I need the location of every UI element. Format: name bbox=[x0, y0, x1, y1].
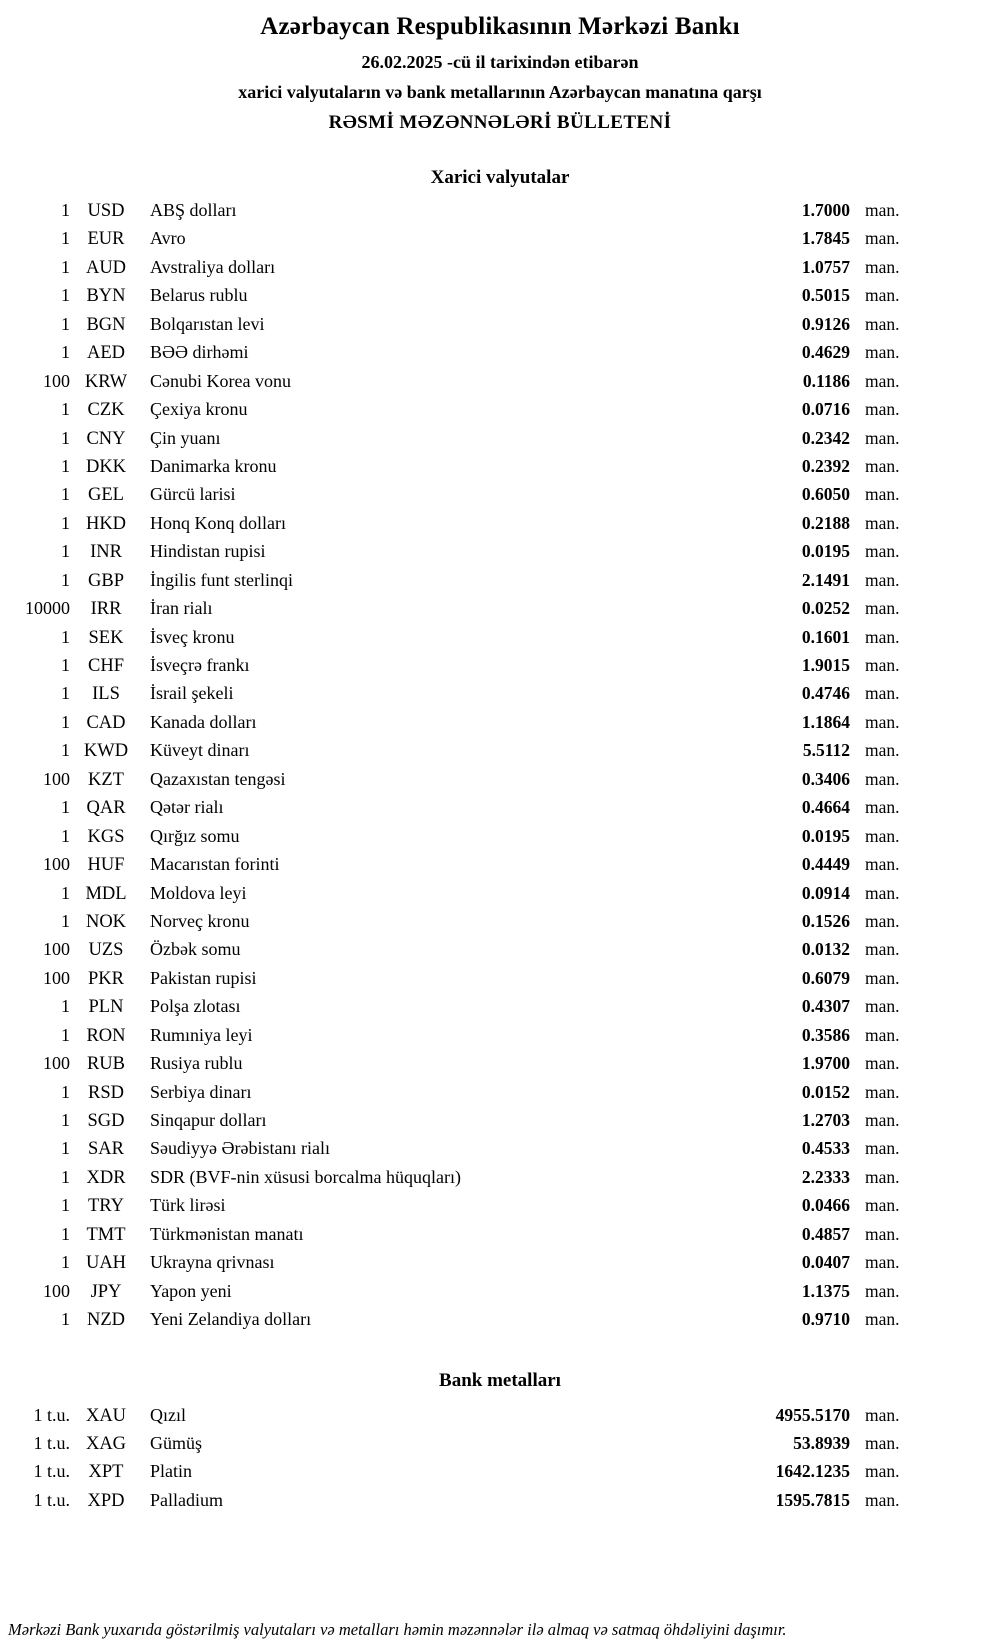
currency-name: Sinqapur dolları bbox=[150, 1110, 267, 1130]
quantity: 1 bbox=[61, 256, 70, 277]
currency-name: İran rialı bbox=[150, 598, 213, 619]
currency-code: KWD bbox=[83, 741, 129, 762]
quantity: 1 bbox=[61, 342, 70, 363]
unit-label: man. bbox=[865, 484, 900, 505]
currency-name: Gürcü larisi bbox=[150, 484, 236, 505]
currency-code: CZK bbox=[87, 400, 125, 421]
quantity: 100 bbox=[43, 854, 70, 875]
unit-label: man. bbox=[865, 370, 900, 391]
unit-label: man. bbox=[865, 1404, 900, 1425]
currency-name: Danimarka kronu bbox=[150, 455, 277, 476]
quantity: 1 bbox=[61, 1024, 70, 1045]
section-title-currencies: Xarici valyutalar bbox=[430, 167, 570, 188]
unit-label: man. bbox=[865, 1110, 900, 1130]
rate-value: 1.1375 bbox=[801, 1280, 850, 1301]
table-row bbox=[0, 1191, 910, 1219]
table-row bbox=[0, 623, 910, 651]
quantity: 1 bbox=[61, 1166, 70, 1187]
quantity: 100 bbox=[43, 1280, 70, 1301]
table-row bbox=[0, 1457, 910, 1485]
page-title: Azərbaycan Respublikasının Mərkəzi Bankı bbox=[260, 13, 740, 40]
rate-value: 1.9015 bbox=[801, 655, 850, 675]
unit-label: man. bbox=[865, 1081, 900, 1102]
table-row bbox=[0, 1220, 910, 1248]
unit-label: man. bbox=[865, 1024, 900, 1045]
quantity: 1 bbox=[61, 740, 70, 761]
currency-code: AED bbox=[86, 343, 126, 364]
unit-label: man. bbox=[865, 1432, 900, 1453]
currency-name: Bolqarıstan levi bbox=[150, 313, 265, 334]
currency-name: Avstraliya dolları bbox=[150, 256, 276, 277]
table-row bbox=[0, 1401, 910, 1429]
currency-code: DKK bbox=[85, 456, 127, 477]
table-row bbox=[0, 907, 910, 935]
currency-code: GBP bbox=[88, 570, 124, 591]
currency-name: Serbiya dinarı bbox=[150, 1081, 252, 1102]
table-row bbox=[0, 793, 910, 821]
unit-label: man. bbox=[865, 399, 900, 420]
rate-value: 1642.1235 bbox=[775, 1461, 850, 1482]
currency-code: RSD bbox=[88, 1082, 124, 1103]
currency-code: XAU bbox=[85, 1405, 127, 1426]
rate-value: 2.2333 bbox=[801, 1166, 850, 1187]
currency-name: Pakistan rupisi bbox=[150, 967, 257, 988]
currency-code: HKD bbox=[85, 513, 127, 534]
rate-value: 0.0132 bbox=[801, 939, 850, 960]
rate-value: 0.6079 bbox=[801, 967, 850, 988]
unit-label: man. bbox=[865, 200, 900, 220]
rate-value: 0.3406 bbox=[801, 768, 850, 789]
currency-code: PKR bbox=[88, 968, 124, 989]
currency-name: SDR (BVF-nin xüsusi borcalma hüquqları) bbox=[150, 1166, 461, 1187]
quantity: 1 bbox=[61, 1223, 70, 1244]
currency-code: KGS bbox=[87, 826, 125, 847]
rate-value: 1595.7815 bbox=[775, 1489, 850, 1510]
rate-value: 0.0716 bbox=[801, 399, 850, 420]
table-row bbox=[0, 736, 910, 764]
currency-name: BƏƏ dirhəmi bbox=[150, 342, 249, 363]
unit-label: man. bbox=[865, 683, 900, 704]
table-row bbox=[0, 765, 910, 793]
table-row bbox=[0, 1248, 910, 1276]
rate-value: 0.6050 bbox=[801, 484, 850, 505]
quantity: 1 t.u. bbox=[33, 1432, 70, 1453]
unit-label: man. bbox=[865, 655, 900, 675]
currency-code: KRW bbox=[84, 371, 128, 392]
unit-label: man. bbox=[865, 768, 900, 789]
unit-label: man. bbox=[865, 1053, 900, 1074]
quantity: 1 bbox=[61, 285, 70, 306]
currency-code: XDR bbox=[86, 1167, 126, 1188]
rate-value: 0.2342 bbox=[801, 427, 850, 448]
table-row bbox=[0, 253, 910, 281]
table-row bbox=[0, 509, 910, 537]
subtitle-line: xarici valyutaların və bank metallarının Azərbaycan manatına qarşı bbox=[238, 82, 762, 102]
table-row bbox=[0, 367, 910, 395]
footer-note: Mərkəzi Bank yuxarıda göstərilmiş valyutaları və metalları həmin məzənnələr ilə almaq və satmaq öhdəliyini daşımır. bbox=[8, 1620, 787, 1639]
date-line: 26.02.2025 -cü il tarixindən etibarən bbox=[361, 52, 639, 72]
quantity: 1 bbox=[61, 399, 70, 420]
unit-label: man. bbox=[865, 1489, 900, 1510]
table-row bbox=[0, 566, 910, 594]
quantity: 1 bbox=[61, 825, 70, 846]
unit-label: man. bbox=[865, 1280, 900, 1301]
rate-value: 0.4629 bbox=[801, 342, 850, 363]
currency-code: GEL bbox=[88, 485, 124, 506]
unit-label: man. bbox=[865, 910, 900, 931]
rate-value: 2.1491 bbox=[801, 569, 850, 590]
table-row bbox=[0, 651, 910, 679]
unit-label: man. bbox=[865, 825, 900, 846]
table-row bbox=[0, 1021, 910, 1049]
unit-label: man. bbox=[865, 1309, 900, 1330]
rate-value: 5.5112 bbox=[802, 740, 850, 761]
table-row bbox=[0, 1163, 910, 1191]
rate-value: 1.0757 bbox=[801, 256, 850, 277]
currency-name: Cənubi Korea vonu bbox=[150, 370, 291, 391]
rate-value: 1.1864 bbox=[801, 711, 850, 732]
currency-code: RUB bbox=[86, 1054, 126, 1075]
table-row bbox=[0, 1134, 910, 1162]
rate-value: 0.2188 bbox=[801, 512, 850, 533]
currency-name: Belarus rublu bbox=[150, 285, 248, 306]
quantity: 100 bbox=[43, 768, 70, 789]
table-row bbox=[0, 196, 910, 224]
table-row bbox=[0, 992, 910, 1020]
quantity: 1 bbox=[61, 455, 70, 476]
currency-code: UAH bbox=[85, 1253, 127, 1274]
currency-name: Platin bbox=[150, 1461, 193, 1482]
unit-label: man. bbox=[865, 882, 900, 903]
currency-name: Moldova leyi bbox=[150, 882, 247, 903]
rate-value: 0.0914 bbox=[801, 882, 850, 903]
rate-value: 1.7000 bbox=[801, 200, 850, 220]
currency-name: Rumıniya leyi bbox=[150, 1024, 253, 1045]
unit-label: man. bbox=[865, 427, 900, 448]
currency-name: Polşa zlotası bbox=[150, 996, 241, 1017]
unit-label: man. bbox=[865, 996, 900, 1017]
rate-value: 0.4664 bbox=[801, 797, 850, 818]
currency-name: ABŞ dolları bbox=[150, 200, 237, 220]
unit-label: man. bbox=[865, 541, 900, 562]
rate-value: 0.1186 bbox=[802, 370, 850, 391]
rate-value: 4955.5170 bbox=[775, 1404, 850, 1425]
table-row bbox=[0, 1277, 910, 1305]
currency-name: İsrail şekeli bbox=[150, 683, 234, 704]
quantity: 100 bbox=[43, 967, 70, 988]
quantity: 1 bbox=[61, 200, 70, 220]
table-row bbox=[0, 850, 910, 878]
currency-name: Honq Konq dolları bbox=[150, 512, 286, 533]
currency-name: Gümüş bbox=[150, 1432, 203, 1453]
currency-code: SEK bbox=[88, 627, 124, 648]
rate-value: 0.1601 bbox=[801, 626, 850, 647]
table-row bbox=[0, 594, 910, 622]
unit-label: man. bbox=[865, 711, 900, 732]
bulletin-title: RƏSMİ MƏZƏNNƏLƏRİ BÜLLETENİ bbox=[328, 112, 672, 133]
currency-code: JPY bbox=[90, 1281, 122, 1302]
rate-value: 0.4449 bbox=[801, 854, 850, 875]
quantity: 1 bbox=[61, 1138, 70, 1159]
rate-value: 0.4533 bbox=[801, 1138, 850, 1159]
currency-code: TRY bbox=[88, 1196, 124, 1217]
currency-code: CAD bbox=[86, 712, 126, 733]
quantity: 1 bbox=[61, 1252, 70, 1273]
unit-label: man. bbox=[865, 598, 900, 619]
table-row bbox=[0, 964, 910, 992]
currency-name: Türkmənistan manatı bbox=[150, 1223, 304, 1244]
currency-name: Qırğız somu bbox=[150, 825, 240, 846]
currency-name: Türk lirəsi bbox=[150, 1195, 226, 1216]
quantity: 1 bbox=[61, 797, 70, 818]
currency-name: Səudiyyə Ərəbistanı rialı bbox=[150, 1138, 330, 1159]
unit-label: man. bbox=[865, 313, 900, 334]
unit-label: man. bbox=[865, 342, 900, 363]
table-row bbox=[0, 424, 910, 452]
quantity: 1 bbox=[61, 541, 70, 562]
currency-name: Norveç kronu bbox=[150, 910, 250, 931]
currency-code: QAR bbox=[86, 798, 126, 819]
currency-name: Palladium bbox=[150, 1489, 223, 1510]
quantity: 1 bbox=[61, 1309, 70, 1330]
currency-code: NZD bbox=[86, 1310, 126, 1331]
table-row bbox=[0, 1429, 910, 1457]
table-row bbox=[0, 935, 910, 963]
quantity: 1 bbox=[61, 1195, 70, 1216]
table-row bbox=[0, 338, 910, 366]
currency-code: CHF bbox=[88, 656, 124, 676]
rate-value: 1.9700 bbox=[801, 1053, 850, 1074]
unit-label: man. bbox=[865, 512, 900, 533]
rate-value: 0.2392 bbox=[801, 455, 850, 476]
table-row bbox=[0, 1078, 910, 1106]
table-row bbox=[0, 879, 910, 907]
unit-label: man. bbox=[865, 797, 900, 818]
currency-code: KZT bbox=[88, 769, 124, 790]
rate-value: 0.4307 bbox=[801, 996, 850, 1017]
currency-name: Hindistan rupisi bbox=[150, 541, 266, 562]
table-row bbox=[0, 1305, 910, 1333]
quantity: 1 bbox=[61, 711, 70, 732]
unit-label: man. bbox=[865, 569, 900, 590]
rate-value: 0.0152 bbox=[801, 1081, 850, 1102]
currency-code: EUR bbox=[87, 229, 125, 250]
quantity: 1 bbox=[61, 228, 70, 249]
currency-code: XPT bbox=[88, 1462, 124, 1483]
quantity: 1 bbox=[61, 1110, 70, 1130]
currency-name: İsveç kronu bbox=[150, 626, 235, 647]
currency-name: Kanada dolları bbox=[150, 711, 257, 732]
unit-label: man. bbox=[865, 256, 900, 277]
table-row bbox=[0, 537, 910, 565]
quantity: 1 t.u. bbox=[33, 1489, 70, 1510]
quantity: 1 bbox=[61, 910, 70, 931]
unit-label: man. bbox=[865, 228, 900, 249]
currency-code: XPD bbox=[87, 1490, 125, 1511]
currency-name: Yeni Zelandiya dolları bbox=[150, 1309, 312, 1330]
rate-value: 0.1526 bbox=[801, 910, 850, 931]
table-row bbox=[0, 1049, 910, 1077]
currency-name: İsveçrə frankı bbox=[150, 655, 250, 675]
currency-name: Rusiya rublu bbox=[150, 1053, 243, 1074]
table-row bbox=[0, 395, 910, 423]
currency-code: AUD bbox=[85, 257, 127, 278]
quantity: 1 bbox=[61, 655, 70, 675]
rate-value: 0.4746 bbox=[801, 683, 850, 704]
currency-name: Qızıl bbox=[150, 1404, 186, 1425]
quantity: 1 bbox=[61, 512, 70, 533]
currency-name: İngilis funt sterlinqi bbox=[150, 569, 293, 590]
currency-code: NOK bbox=[85, 911, 127, 932]
quantity: 1 bbox=[61, 569, 70, 590]
rate-value: 1.2703 bbox=[801, 1110, 850, 1130]
quantity: 1 bbox=[61, 427, 70, 448]
rate-value: 53.8939 bbox=[793, 1432, 850, 1453]
rate-value: 0.0466 bbox=[801, 1195, 850, 1216]
table-row bbox=[0, 452, 910, 480]
currency-name: Qazaxıstan tengəsi bbox=[150, 768, 286, 789]
currency-code: ILS bbox=[92, 684, 120, 705]
currency-code: MDL bbox=[85, 883, 127, 904]
unit-label: man. bbox=[865, 967, 900, 988]
unit-label: man. bbox=[865, 854, 900, 875]
currency-code: SGD bbox=[87, 1111, 125, 1131]
table-row bbox=[0, 822, 910, 850]
currency-name: Yapon yeni bbox=[150, 1280, 232, 1301]
currency-code: TMT bbox=[86, 1224, 126, 1245]
unit-label: man. bbox=[865, 626, 900, 647]
currency-code: UZS bbox=[88, 940, 124, 961]
currency-table bbox=[0, 196, 910, 1334]
quantity: 1 bbox=[61, 484, 70, 505]
table-row bbox=[0, 224, 910, 252]
rate-value: 0.3586 bbox=[801, 1024, 850, 1045]
currency-name: Ukrayna qrivnası bbox=[150, 1252, 275, 1273]
currency-code: HUF bbox=[87, 855, 125, 876]
rate-value: 0.4857 bbox=[801, 1223, 850, 1244]
unit-label: man. bbox=[865, 1138, 900, 1159]
rate-value: 0.0252 bbox=[801, 598, 850, 619]
quantity: 10000 bbox=[25, 598, 70, 619]
currency-name: Küveyt dinarı bbox=[150, 740, 250, 761]
table-row bbox=[0, 708, 910, 736]
quantity: 1 bbox=[61, 882, 70, 903]
rate-value: 0.0195 bbox=[801, 825, 850, 846]
unit-label: man. bbox=[865, 1195, 900, 1216]
rate-value: 0.0195 bbox=[801, 541, 850, 562]
rate-value: 0.9126 bbox=[801, 313, 850, 334]
table-row bbox=[0, 310, 910, 338]
unit-label: man. bbox=[865, 455, 900, 476]
currency-name: Macarıstan forinti bbox=[150, 854, 280, 875]
quantity: 1 t.u. bbox=[33, 1404, 70, 1425]
currency-code: SAR bbox=[88, 1139, 124, 1160]
quantity: 100 bbox=[43, 1053, 70, 1074]
quantity: 1 t.u. bbox=[33, 1461, 70, 1482]
currency-name: Avro bbox=[150, 228, 186, 249]
table-row bbox=[0, 480, 910, 508]
currency-code: XAG bbox=[85, 1433, 127, 1454]
quantity: 1 bbox=[61, 313, 70, 334]
currency-code: CNY bbox=[86, 428, 126, 449]
unit-label: man. bbox=[865, 939, 900, 960]
rate-value: 1.7845 bbox=[801, 228, 850, 249]
currency-code: PLN bbox=[88, 997, 124, 1018]
unit-label: man. bbox=[865, 740, 900, 761]
unit-label: man. bbox=[865, 285, 900, 306]
quantity: 1 bbox=[61, 996, 70, 1017]
currency-name: Çexiya kronu bbox=[150, 399, 248, 420]
currency-code: USD bbox=[87, 201, 125, 221]
metals-table bbox=[0, 1401, 910, 1515]
unit-label: man. bbox=[865, 1166, 900, 1187]
rate-value: 0.9710 bbox=[801, 1309, 850, 1330]
table-row bbox=[0, 1486, 910, 1514]
rate-value: 0.5015 bbox=[801, 285, 850, 306]
quantity: 100 bbox=[43, 370, 70, 391]
unit-label: man. bbox=[865, 1252, 900, 1273]
currency-code: IRR bbox=[90, 599, 122, 620]
currency-code: RON bbox=[86, 1025, 126, 1046]
unit-label: man. bbox=[865, 1461, 900, 1482]
quantity: 100 bbox=[43, 939, 70, 960]
unit-label: man. bbox=[865, 1223, 900, 1244]
currency-name: Özbək somu bbox=[150, 939, 241, 960]
table-row bbox=[0, 1106, 910, 1134]
currency-code: BGN bbox=[86, 314, 126, 335]
table-row bbox=[0, 679, 910, 707]
currency-name: Qətər rialı bbox=[150, 797, 224, 818]
currency-code: BYN bbox=[86, 286, 126, 307]
rate-value: 0.0407 bbox=[801, 1252, 850, 1273]
quantity: 1 bbox=[61, 626, 70, 647]
currency-name: Çin yuanı bbox=[150, 427, 221, 448]
currency-code: INR bbox=[90, 542, 122, 563]
section-title-metals: Bank metalları bbox=[439, 1369, 561, 1391]
table-row bbox=[0, 281, 910, 309]
quantity: 1 bbox=[61, 683, 70, 704]
quantity: 1 bbox=[61, 1081, 70, 1102]
